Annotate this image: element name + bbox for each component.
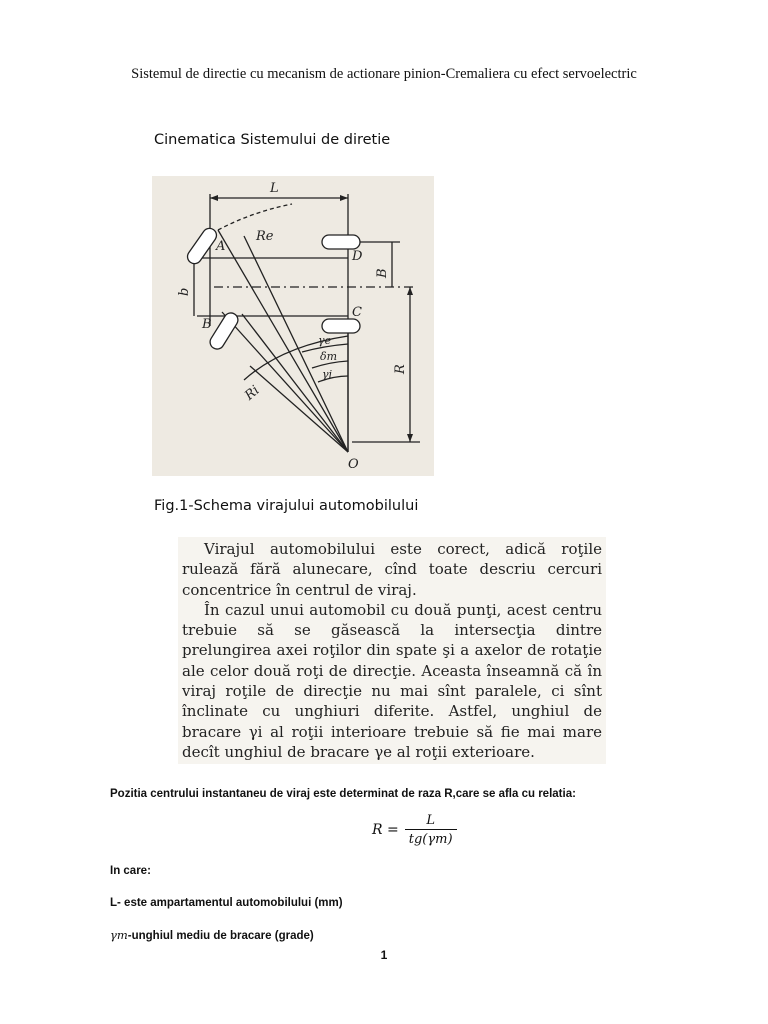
page-header: Sistemul de directie cu mecanism de actionare pinion-Cremaliera cu efect servoelectric — [131, 66, 637, 82]
scanned-paragraphs — [178, 537, 606, 764]
formula-lhs: R = — [372, 822, 399, 838]
section-title: Cinematica Sistemului de diretie — [154, 132, 391, 148]
label-B-pt: B — [202, 317, 212, 332]
label-delta-m: δm — [320, 350, 338, 363]
scan-paragraph-2: În cazul unui automobil cu două punţi, acest centru trebuie să se găsească la intersecţia dintre prelungirea axei roţilor din spate şi a axelor de rotaţie ale celor două roţi de direcţie. Aceasta înseamnă că în viraj roţile de direcţie nu mai sînt paralele, ci sînt înclinate cu unghiuri diferite. Astfel, unghiul de bracare γi al roţii interioare trebuie să fie mai mare decît unghiul de bracare γe al roţii exterioare. — [182, 600, 602, 761]
figure-steering-diagram — [152, 176, 434, 476]
formula-fraction — [405, 813, 457, 847]
gamma-m-symbol: γm — [110, 928, 128, 942]
definition-gamma-m — [110, 928, 314, 942]
scan-paragraph-1: Virajul automobilului este corect, adică roţile rulează fără alunecare, cînd toate descriu cercuri concentrice în centrul de viraj. — [182, 540, 602, 599]
label-C: C — [352, 305, 362, 320]
label-B-dim: B — [375, 268, 390, 278]
page-number: 1 — [380, 948, 388, 962]
label-O: O — [348, 457, 359, 472]
label-b: b — [177, 287, 192, 296]
figure-caption: Fig.1-Schema virajului automobilului — [154, 498, 419, 514]
definition-L: L- este ampartamentul automobilului (mm) — [110, 897, 343, 909]
label-gamma-e: γe — [318, 334, 332, 347]
label-Re: Re — [256, 229, 274, 244]
label-A: A — [216, 239, 226, 254]
steering-diagram-svg — [152, 176, 434, 476]
label-gamma-i: γi — [322, 368, 333, 381]
intro-line: Pozitia centrului instantaneu de viraj este determinat de raza R,care se afla cu relatia: — [110, 788, 576, 800]
formula-numerator: L — [426, 813, 435, 828]
formula-radius — [372, 813, 457, 847]
in-care-label: In care: — [110, 865, 151, 877]
gamma-m-text: -unghiul mediu de bracare (grade) — [127, 930, 314, 942]
label-L: L — [270, 181, 279, 196]
label-Ri: Ri — [242, 383, 263, 404]
formula-denominator: tg(γm) — [405, 829, 457, 847]
label-D: D — [352, 249, 363, 264]
label-R: R — [393, 364, 408, 374]
